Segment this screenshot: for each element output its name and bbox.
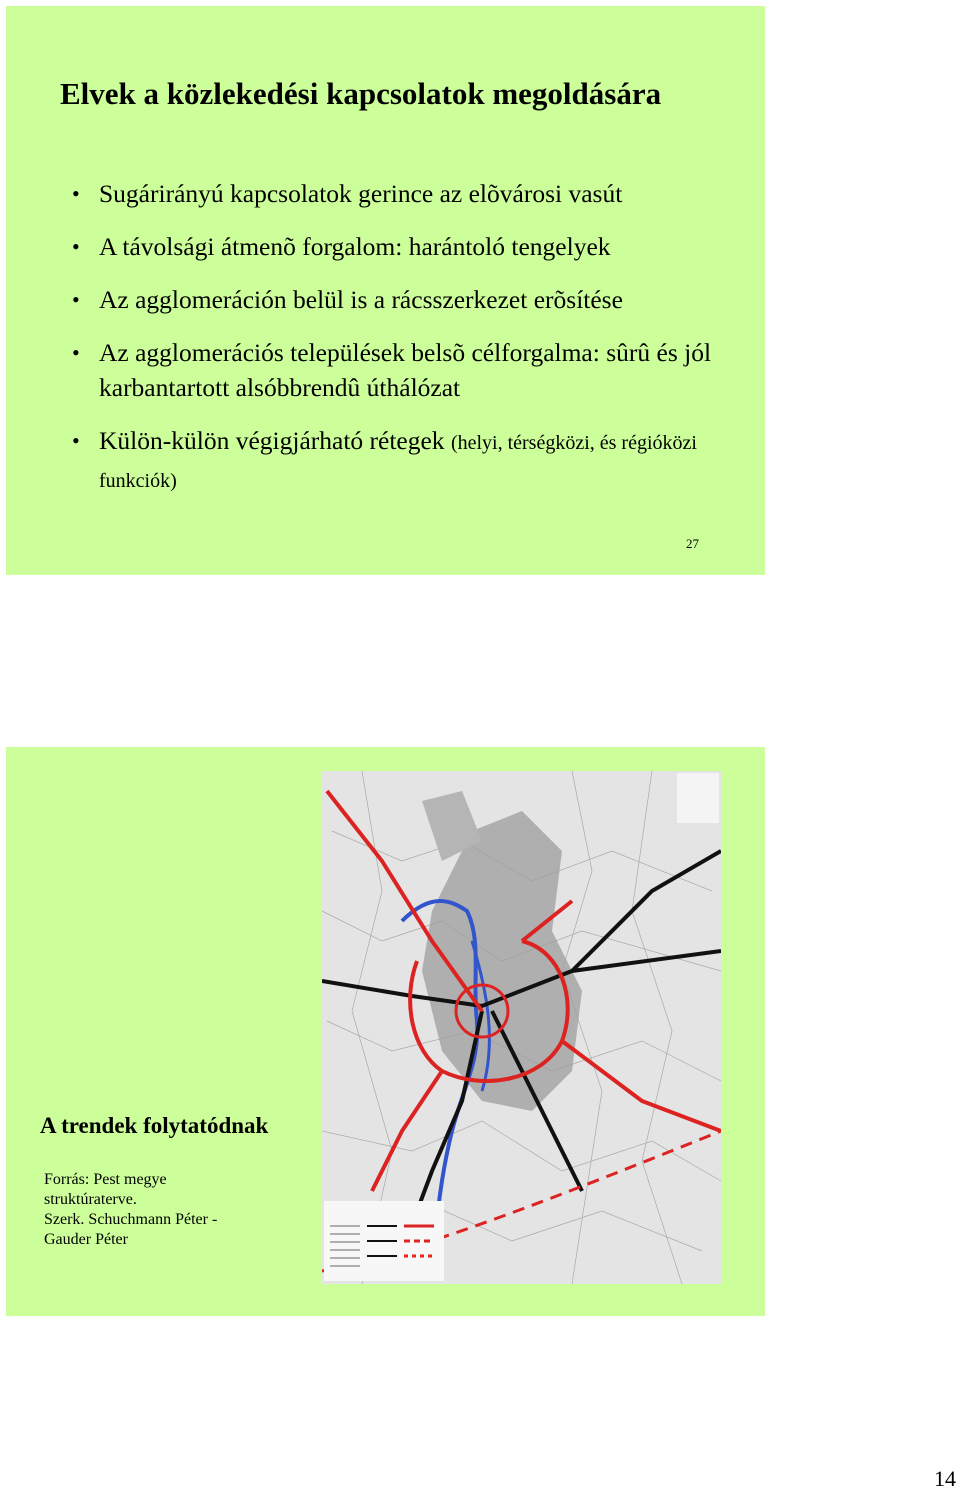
- document-page-number: 14: [934, 1466, 956, 1491]
- slide-title: Elvek a közlekedési kapcsolatok megoldására: [60, 76, 662, 111]
- slide-27: [6, 6, 765, 575]
- bullet-item: [72, 335, 752, 405]
- source-line: Gauder Péter: [44, 1231, 128, 1248]
- bullet-subtext: (helyi, térségközi, és régióközi funkciók): [99, 432, 697, 492]
- bullet-icon: •: [72, 428, 80, 453]
- bullet-item: [72, 229, 752, 264]
- bullet-item: [72, 282, 752, 317]
- source-line: struktúraterve.: [44, 1191, 137, 1208]
- agglomeration-map: [322, 771, 721, 1284]
- bullet-text: Az agglomeráción belül is a rácsszerkezet erõsítése: [99, 285, 623, 314]
- slide-title: A trendek folytatódnak: [40, 1113, 269, 1138]
- slide-page-number: 27: [686, 536, 699, 551]
- bullet-icon: •: [72, 287, 80, 312]
- source-line: Forrás: Pest megye: [44, 1171, 167, 1188]
- bullet-text: A távolsági átmenõ forgalom: harántoló tengelyek: [99, 232, 611, 261]
- bullet-list: [72, 176, 752, 517]
- bullet-text: Az agglomerációs települések belsõ célforgalma: sûrû és jól karbantartott alsóbbrendû úthálózat: [99, 338, 712, 402]
- bullet-icon: •: [72, 181, 80, 206]
- bullet-icon: •: [72, 340, 80, 365]
- bullet-text: Sugárirányú kapcsolatok gerince az elõvárosi vasút: [99, 179, 623, 208]
- slide-map: [6, 747, 765, 1316]
- bullet-item: [72, 176, 752, 211]
- source-caption: [44, 1170, 244, 1250]
- bullet-item: [72, 423, 752, 499]
- source-line: Szerk. Schuchmann Péter -: [44, 1211, 218, 1228]
- bullet-icon: •: [72, 234, 80, 259]
- bullet-text: Külön-külön végigjárható rétegek: [99, 426, 451, 455]
